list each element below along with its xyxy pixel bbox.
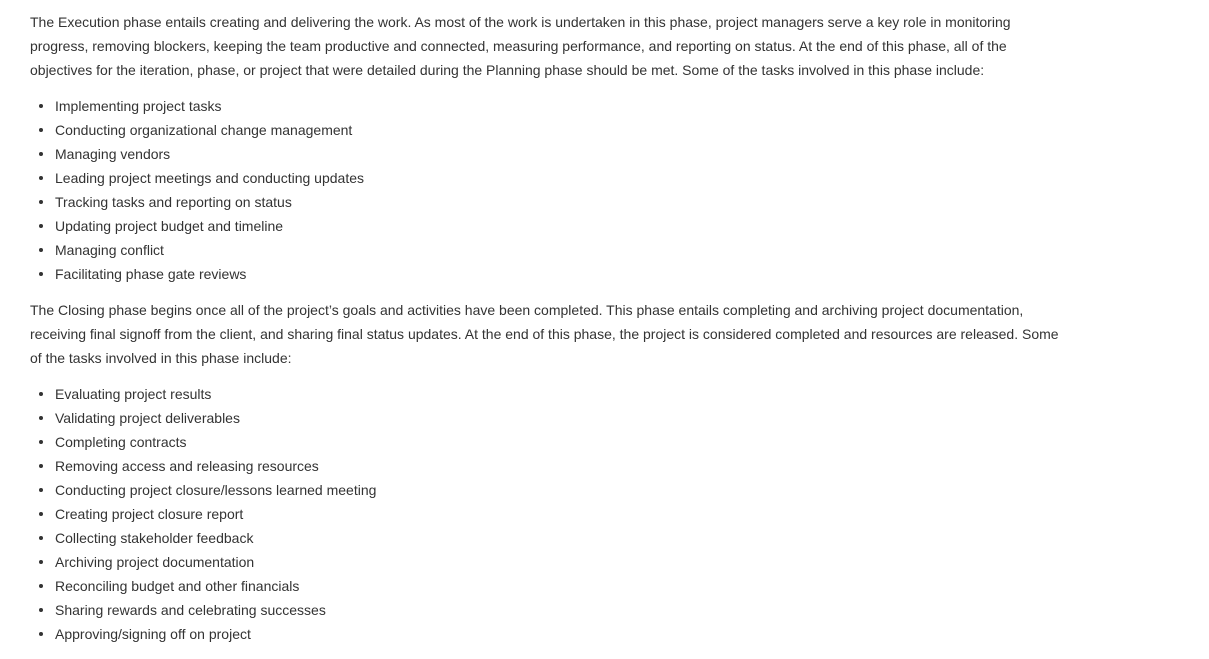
execution-task-list <box>30 94 1070 286</box>
bullet-icon <box>39 632 43 636</box>
closing-task-list <box>30 382 1070 646</box>
list-item-text: Reconciling budget and other financials <box>55 578 300 594</box>
list-item-text: Creating project closure report <box>55 506 244 522</box>
bullet-icon <box>39 584 43 588</box>
bullet-icon <box>39 608 43 612</box>
bullet-icon <box>39 272 43 276</box>
list-item-text: Archiving project documentation <box>55 554 255 570</box>
bullet-icon <box>39 392 43 396</box>
list-item <box>55 502 1070 526</box>
closing-phase-paragraph: The Closing phase begins once all of the project’s goals and activities have been completed. This phase entails completing and archiving project documentation, receiving final signoff from the client, and sharing final status updates. At the end of this phase, the project is considered completed and resources are released. Some of the tasks involved in this phase include: <box>30 302 1059 366</box>
article-content <box>30 10 1070 646</box>
list-item <box>55 214 1070 238</box>
list-item-text: Leading project meetings and conducting updates <box>55 170 364 186</box>
list-item-text: Evaluating project results <box>55 386 212 402</box>
list-item-text: Collecting stakeholder feedback <box>55 530 254 546</box>
bullet-icon <box>39 416 43 420</box>
list-item <box>55 262 1070 286</box>
list-item <box>55 550 1070 574</box>
list-item <box>55 526 1070 550</box>
execution-phase-paragraph: The Execution phase entails creating and delivering the work. As most of the work is undertaken in this phase, project managers serve a key role in monitoring progress, removing blockers, keeping the team productive and connected, measuring performance, and reporting on status. At the end of this phase, all of the objectives for the iteration, phase, or project that were detailed during the Planning phase should be met. Some of the tasks involved in this phase include: <box>30 14 1011 78</box>
bullet-icon <box>39 464 43 468</box>
list-item-text: Conducting project closure/lessons learned meeting <box>55 482 377 498</box>
list-item-text: Managing vendors <box>55 146 171 162</box>
list-item <box>55 454 1070 478</box>
bullet-icon <box>39 200 43 204</box>
bullet-icon <box>39 128 43 132</box>
list-item-text: Completing contracts <box>55 434 187 450</box>
list-item-text: Tracking tasks and reporting on status <box>55 194 292 210</box>
bullet-icon <box>39 440 43 444</box>
list-item-text: Removing access and releasing resources <box>55 458 319 474</box>
list-item <box>55 142 1070 166</box>
list-item-text: Approving/signing off on project <box>55 626 251 642</box>
bullet-icon <box>39 248 43 252</box>
bullet-icon <box>39 176 43 180</box>
bullet-icon <box>39 488 43 492</box>
list-item <box>55 478 1070 502</box>
list-item <box>55 238 1070 262</box>
list-item <box>55 166 1070 190</box>
list-item-text: Implementing project tasks <box>55 98 222 114</box>
list-item <box>55 574 1070 598</box>
list-item <box>55 622 1070 646</box>
list-item-text: Managing conflict <box>55 242 164 258</box>
bullet-icon <box>39 560 43 564</box>
list-item <box>55 382 1070 406</box>
list-item <box>55 430 1070 454</box>
list-item-text: Validating project deliverables <box>55 410 240 426</box>
list-item-text: Conducting organizational change management <box>55 122 353 138</box>
list-item <box>55 190 1070 214</box>
list-item <box>55 94 1070 118</box>
bullet-icon <box>39 224 43 228</box>
bullet-icon <box>39 512 43 516</box>
bullet-icon <box>39 536 43 540</box>
bullet-icon <box>39 152 43 156</box>
list-item-text: Sharing rewards and celebrating successes <box>55 602 326 618</box>
list-item <box>55 406 1070 430</box>
list-item-text: Updating project budget and timeline <box>55 218 284 234</box>
list-item-text: Facilitating phase gate reviews <box>55 266 247 282</box>
list-item <box>55 598 1070 622</box>
list-item <box>55 118 1070 142</box>
bullet-icon <box>39 104 43 108</box>
